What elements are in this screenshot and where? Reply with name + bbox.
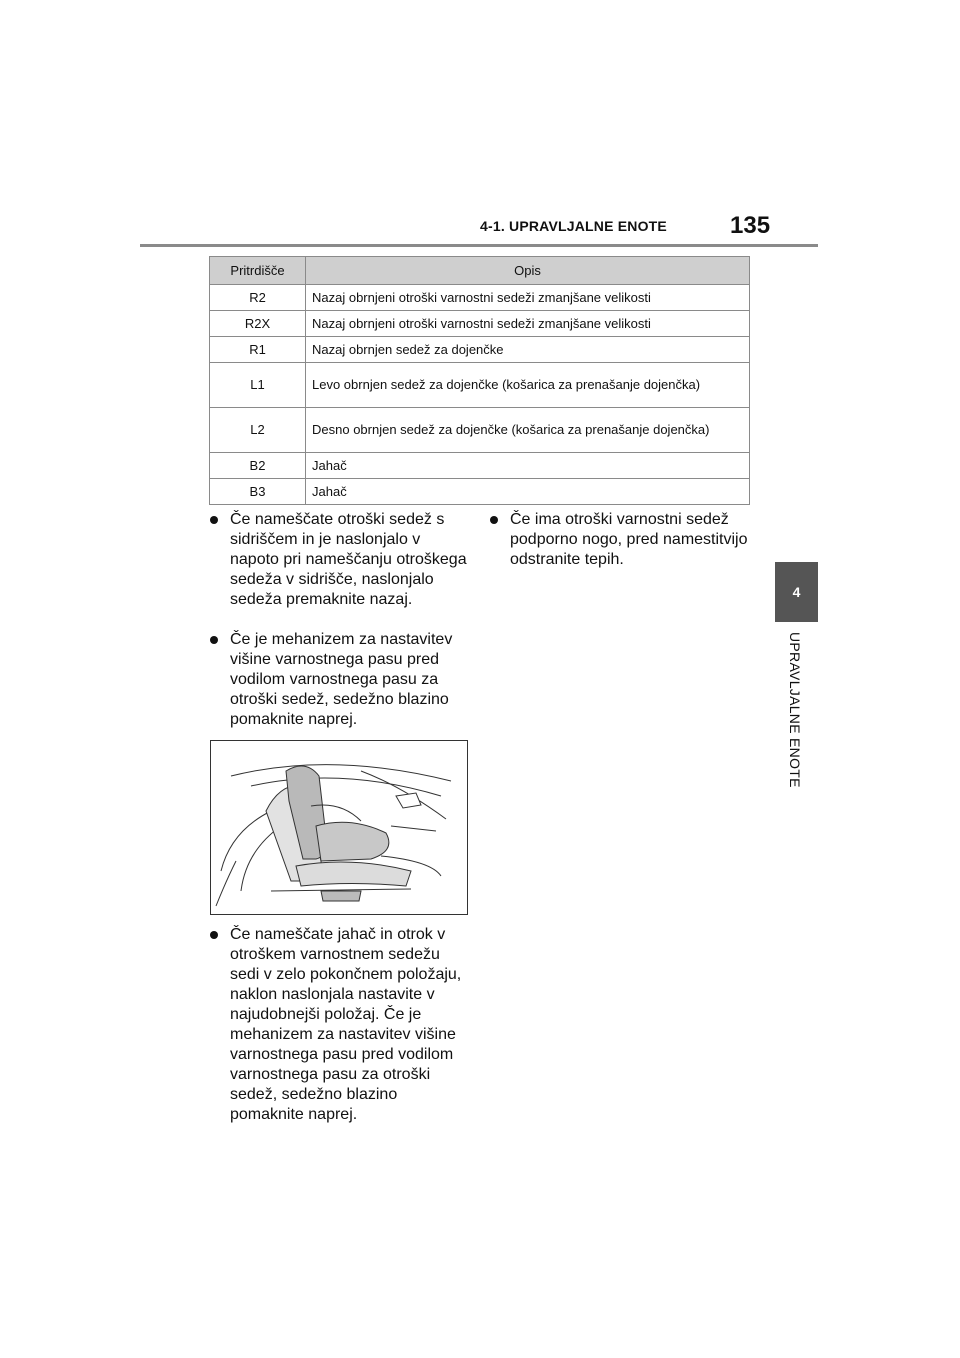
anchor-code: B2 [210, 453, 306, 479]
anchor-description: Jahač [306, 479, 750, 505]
header-divider [140, 244, 818, 247]
chapter-label: UPRAVLJALNE ENOTE [787, 632, 803, 788]
bullet-icon [490, 516, 498, 524]
bullet-item [210, 925, 470, 1125]
anchor-description: Levo obrnjen sedež za dojenčke (košarica za prenašanje dojenčka) [306, 363, 750, 408]
bullet-icon [210, 636, 218, 644]
table-row [210, 311, 750, 337]
bullet-text: Če ima otroški varnostni sedež podporno nogo, pred namestitvijo odstranite tepih. [510, 511, 748, 568]
bullet-icon [210, 516, 218, 524]
anchor-description: Desno obrnjen sedež za dojenčke (košarica za prenašanje dojenčka) [306, 408, 750, 453]
anchor-code: R2 [210, 285, 306, 311]
bullet-item [210, 630, 470, 730]
table-row [210, 363, 750, 408]
anchor-code: L2 [210, 408, 306, 453]
table-header-row [210, 257, 750, 285]
column-header-description: Opis [306, 257, 750, 285]
anchor-code: R1 [210, 337, 306, 363]
child-seat-illustration [210, 740, 468, 915]
section-title: 4-1. UPRAVLJALNE ENOTE [480, 218, 667, 234]
anchor-code: L1 [210, 363, 306, 408]
anchor-code: R2X [210, 311, 306, 337]
anchor-description: Jahač [306, 453, 750, 479]
anchor-code: B3 [210, 479, 306, 505]
page-number: 135 [730, 212, 771, 239]
anchor-description: Nazaj obrnjeni otroški varnostni sedeži zmanjšane velikosti [306, 285, 750, 311]
anchor-description: Nazaj obrnjeni otroški varnostni sedeži zmanjšane velikosti [306, 311, 750, 337]
bullet-text: Če nameščate otroški sedež s sidriščem in je naslonjalo v napoto pri nameščanju otroškega sedeža v sidrišče, naslonjalo sedeža premaknite nazaj. [230, 511, 467, 608]
table-row [210, 479, 750, 505]
table-row [210, 285, 750, 311]
bullet-text: Če nameščate jahač in otrok v otroškem varnostnem sedežu sedi v zelo pokončnem položaju, naklon naslonjala nastavite v najudobnejši položaj. Če je mehanizem za nastavitev višine varnostnega pasu pred vodilom varnostnega pasu za otroški sedež, sedežno blazino pomaknite naprej. [230, 926, 462, 1123]
anchor-description: Nazaj obrnjen sedež za dojenčke [306, 337, 750, 363]
bullet-item [210, 510, 470, 610]
chapter-number-tab: 4 [775, 562, 818, 622]
car-seat-drawing [211, 741, 467, 914]
bullet-item [490, 510, 750, 570]
bullet-icon [210, 931, 218, 939]
column-header-anchor: Pritrdišče [210, 257, 306, 285]
anchor-description-table [209, 256, 750, 505]
table-row [210, 453, 750, 479]
bullet-text: Če je mehanizem za nastavitev višine varnostnega pasu pred vodilom varnostnega pasu za otroški sedež, sedežno blazino pomaknite naprej. [230, 631, 453, 728]
table-row [210, 337, 750, 363]
table-row [210, 408, 750, 453]
